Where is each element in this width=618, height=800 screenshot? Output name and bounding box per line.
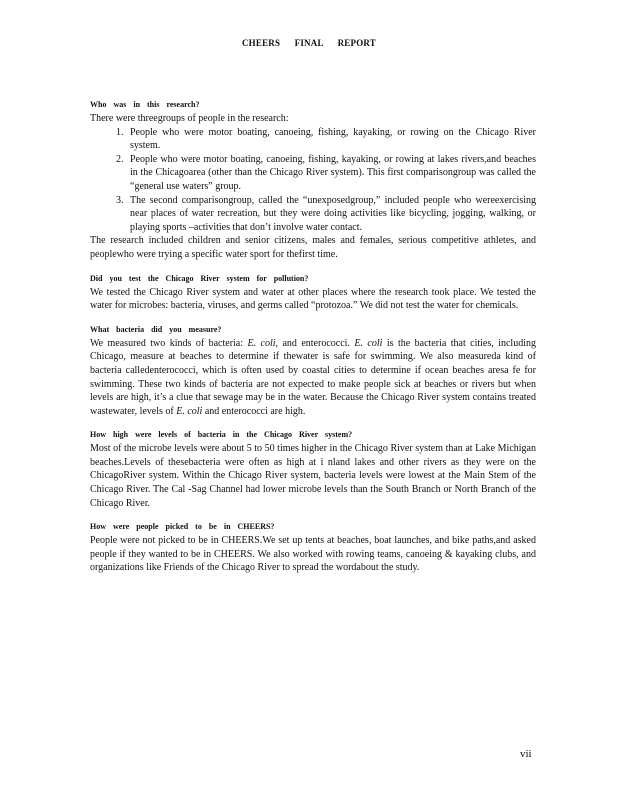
body-text: and enterococci are high. [202, 405, 306, 417]
ecoli-term: E. coli [247, 337, 276, 349]
section-outro: The research included children and senior citizens, males and females, serious competitive athletes, and peoplewho were trying a specific water sport for thefirst time. [90, 235, 536, 260]
page-content [90, 100, 536, 587]
section-bacteria [90, 325, 536, 419]
section-levels [90, 430, 536, 510]
page-header: CHEERS FINAL REPORT [241, 38, 376, 48]
section-intro: There were threegroups of people in the research: [90, 113, 289, 124]
section-pollution [90, 274, 536, 313]
section-question: Who was in this research? [90, 100, 200, 109]
ecoli-term: E. coli [354, 337, 383, 349]
section-selection [90, 522, 536, 575]
ecoli-term: E. coli [176, 405, 203, 417]
section-question: Did you test the Chicago River system for pollution? [90, 273, 309, 283]
participant-group-list [90, 126, 536, 235]
body-text: is the bacteria that cities, including Chicago, measure at beaches to determine if thewater is safe for swimming. We also measureda kind of bacteria calledenterococci, which is often used by coastal cities to determine if ocean beaches aresa fe for swimming. These two kinds of bacteria are not expected to make people sick at beaches or rivers but when levels are high, it’s a clue that sewage may be in the water. Because the Chicago River system contains treated wastewater, levels of [90, 337, 536, 417]
page-number: vii [520, 748, 532, 760]
section-body: Most of the microbe levels were about 5 to 50 times higher in the Chicago River system than at Lake Michigan beaches.Levels of thesebacteria were often as high at i nland lakes and other rivers as they were on the ChicagoRiver system. Within the Chicago River system, bacteria levels were lowest at the Main Stem of the Chicago River. The Cal -Sag Channel had lower microbe levels than the South Branch or North Branch of the Chicago River. [90, 443, 536, 509]
section-question: What bacteria did you measure? [90, 324, 222, 334]
section-who [90, 100, 536, 262]
section-question: How were people picked to be in CHEERS? [90, 522, 275, 532]
list-item: 2. People who were motor boating, canoeing, fishing, kayaking, or rowing at lakes rivers,and beaches in the Chicagoarea (other than the Chicago River system). This first comparisongroup was called the “general use waters” group. [126, 153, 536, 194]
list-item: 1. People who were motor boating, canoeing, fishing, kayaking, or rowing on the Chicago River system. [126, 126, 536, 153]
section-question: How high were levels of bacteria in the Chicago River system? [90, 430, 353, 440]
list-item: 3. The second comparisongroup, called the “unexposedgroup,” included people who wereexercising near places of water recreation, but they were doing activities like bicycling, jogging, walking, or playing sports –activities that don’t involve water contact. [126, 194, 536, 235]
body-text: We measured two kinds of bacteria: [90, 337, 248, 349]
section-body [90, 337, 536, 419]
section-body: People were not picked to be in CHEERS.We set up tents at beaches, boat launches, and bike paths,and asked people if they wanted to be in CHEERS. We also worked with rowing teams, canoeing & kayaking clubs, and organizations like Friends of the Chicago River to spread the wordabout the study. [90, 535, 536, 574]
section-body: We tested the Chicago River system and water at other places where the research took place. We tested the water for microbes: bacteria, viruses, and germs called “protozoa.” We did not test the water for chemicals. [90, 286, 536, 312]
body-text: , and enterococci. [275, 337, 355, 349]
